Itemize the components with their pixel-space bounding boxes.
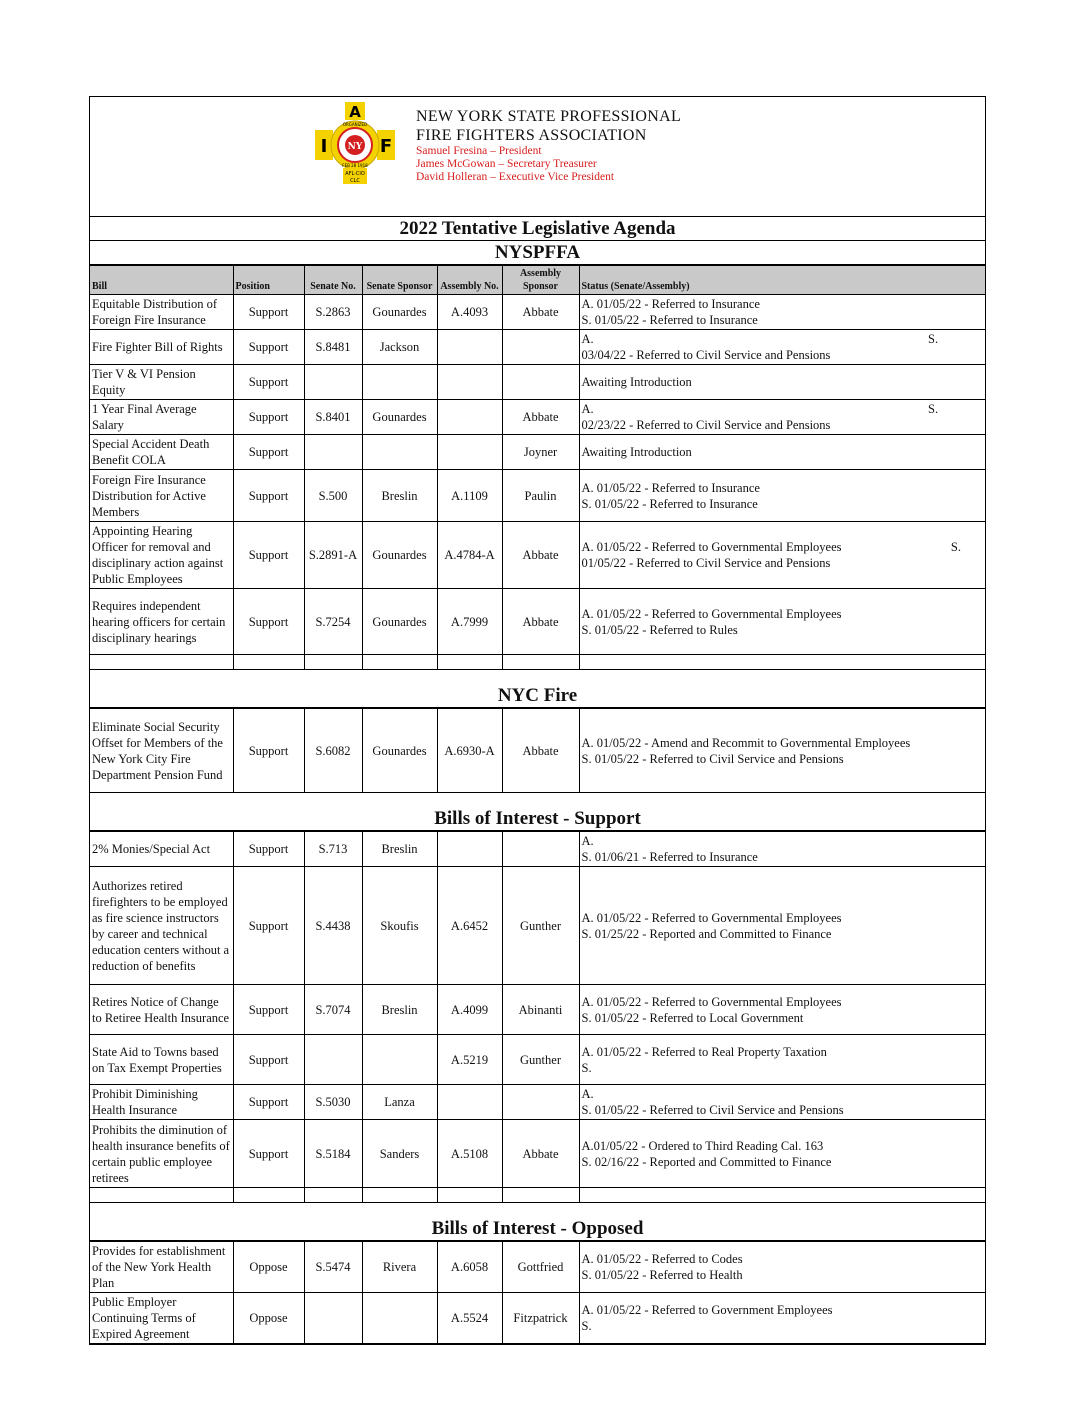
status-cell bbox=[579, 435, 985, 470]
empty-cell bbox=[437, 1188, 502, 1203]
status-line: S. 01/05/22 - Referred to Insurance bbox=[581, 313, 758, 327]
position-cell: Support bbox=[233, 867, 304, 985]
empty-cell bbox=[579, 655, 985, 670]
status-line: S. bbox=[581, 1060, 592, 1075]
officer-president: Samuel Fresina – President bbox=[416, 145, 542, 157]
assembly-sponsor-cell bbox=[502, 832, 579, 867]
assembly-no-cell bbox=[437, 1085, 502, 1120]
senate-sponsor-cell bbox=[362, 435, 437, 470]
position-cell: Support bbox=[233, 470, 304, 522]
status-cell bbox=[579, 985, 985, 1035]
senate-sponsor-cell: Jackson bbox=[362, 330, 437, 365]
status-line: A. bbox=[581, 834, 594, 848]
status-line: 01/05/22 - Referred to Civil Service and Pensions bbox=[581, 556, 831, 570]
status-line: S. 01/06/21 - Referred to Insurance bbox=[581, 850, 758, 864]
table-row bbox=[90, 1085, 985, 1120]
senate-no-cell: S.7254 bbox=[304, 589, 362, 655]
column-header-bill: Bill bbox=[90, 266, 233, 295]
org-name-line2: FIRE FIGHTERS ASSOCIATION bbox=[416, 127, 647, 144]
assembly-no-cell: A.6452 bbox=[437, 867, 502, 985]
senate-no-cell bbox=[304, 435, 362, 470]
position-cell: Support bbox=[233, 400, 304, 435]
table-row bbox=[90, 295, 985, 330]
assembly-sponsor-cell: Gunther bbox=[502, 1035, 579, 1085]
status-line: A. 01/05/22 - Referred to Government Employees bbox=[581, 1303, 833, 1317]
svg-text:CLC: CLC bbox=[350, 178, 360, 184]
senate-sponsor-cell: Sanders bbox=[362, 1120, 437, 1188]
status-cell bbox=[579, 365, 985, 400]
assembly-sponsor-cell: Abinanti bbox=[502, 985, 579, 1035]
senate-no-cell: S.713 bbox=[304, 832, 362, 867]
section-title: NYC Fire bbox=[90, 670, 985, 708]
status-line: A. S. bbox=[581, 402, 939, 416]
bill-cell: Retires Notice of Change to Retiree Health Insurance bbox=[90, 985, 233, 1035]
table-row bbox=[90, 1120, 985, 1188]
table-row bbox=[90, 589, 985, 655]
bill-cell: 2% Monies/Special Act bbox=[90, 832, 233, 867]
table-row bbox=[90, 1293, 985, 1344]
position-cell: Support bbox=[233, 709, 304, 793]
agenda-document bbox=[89, 96, 986, 1345]
assembly-no-cell: A.5108 bbox=[437, 1120, 502, 1188]
assembly-no-cell bbox=[437, 400, 502, 435]
bill-cell: Eliminate Social Security Offset for Members of the New York City Fire Department Pension Fund bbox=[90, 709, 233, 793]
senate-sponsor-cell: Skoufis bbox=[362, 867, 437, 985]
status-line: A. bbox=[581, 1087, 594, 1101]
bill-cell: Requires independent hearing officers for certain disciplinary hearings bbox=[90, 589, 233, 655]
empty-cell bbox=[362, 1188, 437, 1203]
status-line: A. S. bbox=[581, 332, 939, 346]
assembly-sponsor-cell: Abbate bbox=[502, 709, 579, 793]
senate-no-cell: S.2891-A bbox=[304, 522, 362, 589]
senate-sponsor-cell: Breslin bbox=[362, 470, 437, 522]
svg-text:FEB 28 1918: FEB 28 1918 bbox=[342, 163, 368, 168]
position-cell: Oppose bbox=[233, 1293, 304, 1344]
spacer-row bbox=[90, 655, 985, 670]
status-line: A. 01/05/22 - Referred to Governmental Employees bbox=[581, 606, 842, 621]
senate-no-cell: S.5474 bbox=[304, 1242, 362, 1293]
status-line: S. 01/05/22 - Referred to Insurance bbox=[581, 496, 758, 511]
svg-text:NY: NY bbox=[347, 142, 363, 152]
position-cell: Support bbox=[233, 1120, 304, 1188]
status-cell bbox=[579, 1085, 985, 1120]
assembly-no-cell: A.4099 bbox=[437, 985, 502, 1035]
status-cell bbox=[579, 1035, 985, 1085]
svg-text:ORGANIZED: ORGANIZED bbox=[342, 122, 368, 127]
assembly-sponsor-cell: Abbate bbox=[502, 1120, 579, 1188]
empty-cell bbox=[502, 655, 579, 670]
table-row bbox=[90, 1242, 985, 1293]
senate-no-cell bbox=[304, 1035, 362, 1085]
senate-sponsor-cell: Gounardes bbox=[362, 522, 437, 589]
bill-table bbox=[90, 831, 985, 1203]
column-header-senate-no: Senate No. bbox=[304, 266, 362, 295]
status-line: S. 01/05/22 - Referred to Local Government bbox=[581, 1010, 804, 1025]
assembly-no-cell bbox=[437, 832, 502, 867]
assembly-no-cell: A.7999 bbox=[437, 589, 502, 655]
status-cell bbox=[579, 832, 985, 867]
assembly-no-cell: A.4784-A bbox=[437, 522, 502, 589]
section-title: NYSPFFA bbox=[90, 241, 985, 265]
status-line: A.01/05/22 - Ordered to Third Reading Cal. 163 bbox=[581, 1138, 824, 1153]
assembly-no-cell bbox=[437, 330, 502, 365]
senate-no-cell bbox=[304, 1293, 362, 1344]
senate-no-cell: S.6082 bbox=[304, 709, 362, 793]
table-row bbox=[90, 365, 985, 400]
empty-cell bbox=[362, 655, 437, 670]
senate-no-cell bbox=[304, 365, 362, 400]
assembly-sponsor-cell bbox=[502, 365, 579, 400]
senate-sponsor-cell: Breslin bbox=[362, 985, 437, 1035]
table-row bbox=[90, 470, 985, 522]
svg-text:A: A bbox=[349, 103, 361, 121]
assembly-no-cell: A.5219 bbox=[437, 1035, 502, 1085]
empty-cell bbox=[304, 655, 362, 670]
status-cell bbox=[579, 1293, 985, 1344]
bill-table bbox=[90, 265, 985, 670]
empty-cell bbox=[233, 1188, 304, 1203]
senate-sponsor-cell: Lanza bbox=[362, 1085, 437, 1120]
status-line: S. 01/05/22 - Referred to Civil Service and Pensions bbox=[581, 751, 844, 766]
assembly-sponsor-cell: Abbate bbox=[502, 522, 579, 589]
status-cell bbox=[579, 589, 985, 655]
senate-sponsor-cell bbox=[362, 365, 437, 400]
status-cell bbox=[579, 1242, 985, 1293]
position-cell: Support bbox=[233, 330, 304, 365]
assembly-no-cell: A.6058 bbox=[437, 1242, 502, 1293]
bill-cell: Public Employer Continuing Terms of Expired Agreement bbox=[90, 1293, 233, 1344]
empty-cell bbox=[233, 655, 304, 670]
table-header-row bbox=[90, 266, 985, 295]
table-row bbox=[90, 1035, 985, 1085]
table-row bbox=[90, 709, 985, 793]
page-title: 2022 Tentative Legislative Agenda bbox=[90, 217, 985, 241]
empty-cell bbox=[579, 1188, 985, 1203]
status-line: 03/04/22 - Referred to Civil Service and Pensions bbox=[581, 348, 831, 362]
position-cell: Support bbox=[233, 522, 304, 589]
senate-no-cell: S.7074 bbox=[304, 985, 362, 1035]
empty-cell bbox=[304, 1188, 362, 1203]
senate-no-cell: S.5184 bbox=[304, 1120, 362, 1188]
bill-cell: Prohibits the diminution of health insurance benefits of certain public employee retirees bbox=[90, 1120, 233, 1188]
column-header-position: Position bbox=[233, 266, 304, 295]
position-cell: Support bbox=[233, 1035, 304, 1085]
empty-cell bbox=[90, 1188, 233, 1203]
table-row bbox=[90, 400, 985, 435]
letterhead bbox=[90, 97, 985, 217]
bill-cell: Appointing Hearing Officer for removal and disciplinary action against Public Employees bbox=[90, 522, 233, 589]
table-row bbox=[90, 330, 985, 365]
column-header-status: Status (Senate/Assembly) bbox=[579, 266, 985, 295]
section-title: Bills of Interest - Opposed bbox=[90, 1203, 985, 1241]
position-cell: Support bbox=[233, 1085, 304, 1120]
status-line: A. 01/05/22 - Referred to Insurance bbox=[581, 297, 760, 311]
senate-no-cell: S.4438 bbox=[304, 867, 362, 985]
bill-table bbox=[90, 708, 985, 793]
senate-no-cell: S.5030 bbox=[304, 1085, 362, 1120]
assembly-no-cell: A.6930-A bbox=[437, 709, 502, 793]
status-cell bbox=[579, 709, 985, 793]
senate-sponsor-cell bbox=[362, 1035, 437, 1085]
iaff-logo-icon bbox=[315, 102, 410, 187]
senate-no-cell: S.2863 bbox=[304, 295, 362, 330]
senate-sponsor-cell: Gounardes bbox=[362, 295, 437, 330]
status-cell bbox=[579, 470, 985, 522]
column-header-senate-sponsor: Senate Sponsor bbox=[362, 266, 437, 295]
assembly-no-cell: A.4093 bbox=[437, 295, 502, 330]
senate-sponsor-cell: Rivera bbox=[362, 1242, 437, 1293]
assembly-sponsor-cell bbox=[502, 330, 579, 365]
status-cell bbox=[579, 400, 985, 435]
column-header-assembly-sponsor: Assembly Sponsor bbox=[502, 266, 579, 295]
table-row bbox=[90, 985, 985, 1035]
bill-cell: Equitable Distribution of Foreign Fire Insurance bbox=[90, 295, 233, 330]
status-line: A. 01/05/22 - Referred to Real Property Taxation bbox=[581, 1044, 827, 1059]
position-cell: Oppose bbox=[233, 1242, 304, 1293]
bill-cell: Provides for establishment of the New York Health Plan bbox=[90, 1242, 233, 1293]
assembly-sponsor-cell: Gunther bbox=[502, 867, 579, 985]
bill-cell: Fire Fighter Bill of Rights bbox=[90, 330, 233, 365]
senate-no-cell: S.8401 bbox=[304, 400, 362, 435]
senate-sponsor-cell: Gounardes bbox=[362, 709, 437, 793]
empty-cell bbox=[437, 655, 502, 670]
assembly-sponsor-cell: Joyner bbox=[502, 435, 579, 470]
assembly-no-cell bbox=[437, 435, 502, 470]
assembly-no-cell bbox=[437, 365, 502, 400]
svg-text:I: I bbox=[320, 136, 328, 157]
empty-cell bbox=[90, 655, 233, 670]
section-title: Bills of Interest - Support bbox=[90, 793, 985, 831]
table-row bbox=[90, 832, 985, 867]
svg-text:AFL·CIO: AFL·CIO bbox=[345, 171, 365, 177]
assembly-no-cell: A.1109 bbox=[437, 470, 502, 522]
status-line: S. 02/16/22 - Reported and Committed to Finance bbox=[581, 1154, 832, 1169]
status-line: 02/23/22 - Referred to Civil Service and Pensions bbox=[581, 418, 831, 432]
empty-cell bbox=[502, 1188, 579, 1203]
status-line: A. 01/05/22 - Referred to Governmental Employees bbox=[581, 910, 842, 925]
table-row bbox=[90, 435, 985, 470]
assembly-sponsor-cell: Abbate bbox=[502, 589, 579, 655]
status-line: Awaiting Introduction bbox=[581, 375, 692, 389]
assembly-sponsor-cell: Paulin bbox=[502, 470, 579, 522]
status-line: S. 01/05/22 - Referred to Health bbox=[581, 1268, 743, 1282]
assembly-sponsor-cell: Abbate bbox=[502, 400, 579, 435]
bill-cell: Foreign Fire Insurance Distribution for Active Members bbox=[90, 470, 233, 522]
position-cell: Support bbox=[233, 832, 304, 867]
status-cell bbox=[579, 330, 985, 365]
svg-text:F: F bbox=[379, 136, 393, 157]
status-line: S. bbox=[581, 1319, 592, 1333]
senate-sponsor-cell: Gounardes bbox=[362, 400, 437, 435]
status-line: S. 01/05/22 - Referred to Civil Service and Pensions bbox=[581, 1103, 844, 1117]
position-cell: Support bbox=[233, 365, 304, 400]
position-cell: Support bbox=[233, 435, 304, 470]
senate-sponsor-cell bbox=[362, 1293, 437, 1344]
status-cell bbox=[579, 867, 985, 985]
status-line: S. 01/25/22 - Reported and Committed to Finance bbox=[581, 926, 832, 941]
status-line: A. 01/05/22 - Referred to Governmental Employees bbox=[581, 994, 842, 1009]
officer-evp: David Holleran – Executive Vice President bbox=[416, 171, 615, 183]
senate-sponsor-cell: Gounardes bbox=[362, 589, 437, 655]
bill-cell: Prohibit Diminishing Health Insurance bbox=[90, 1085, 233, 1120]
bill-table bbox=[90, 1241, 985, 1344]
position-cell: Support bbox=[233, 589, 304, 655]
bill-cell: Tier V & VI Pension Equity bbox=[90, 365, 233, 400]
assembly-sponsor-cell: Abbate bbox=[502, 295, 579, 330]
org-block bbox=[416, 107, 681, 184]
status-line: A. 01/05/22 - Amend and Recommit to Governmental Employees bbox=[581, 735, 911, 750]
table-row bbox=[90, 867, 985, 985]
spacer-row bbox=[90, 1188, 985, 1203]
assembly-sponsor-cell bbox=[502, 1085, 579, 1120]
senate-no-cell: S.500 bbox=[304, 470, 362, 522]
senate-sponsor-cell: Breslin bbox=[362, 832, 437, 867]
status-cell bbox=[579, 295, 985, 330]
assembly-no-cell: A.5524 bbox=[437, 1293, 502, 1344]
bill-cell: Authorizes retired firefighters to be employed as fire science instructors by career and technical education centers without a reduction of benefits bbox=[90, 867, 233, 985]
bill-cell: State Aid to Towns based on Tax Exempt Properties bbox=[90, 1035, 233, 1085]
position-cell: Support bbox=[233, 985, 304, 1035]
assembly-sponsor-cell: Fitzpatrick bbox=[502, 1293, 579, 1344]
officer-secretary: James McGowan – Secretary Treasurer bbox=[416, 158, 597, 170]
status-line: A. 01/05/22 - Referred to Insurance bbox=[581, 480, 760, 495]
status-line: A. 01/05/22 - Referred to Codes bbox=[581, 1252, 743, 1266]
bill-cell: Special Accident Death Benefit COLA bbox=[90, 435, 233, 470]
status-line: S. 01/05/22 - Referred to Rules bbox=[581, 622, 738, 637]
status-cell bbox=[579, 522, 985, 589]
bill-cell: 1 Year Final Average Salary bbox=[90, 400, 233, 435]
org-name-line1: NEW YORK STATE PROFESSIONAL bbox=[416, 108, 682, 125]
column-header-assembly-no: Assembly No. bbox=[437, 266, 502, 295]
agenda-tables bbox=[90, 241, 985, 1344]
status-line: A. 01/05/22 - Referred to Governmental Employees S. bbox=[581, 540, 961, 554]
table-row bbox=[90, 522, 985, 589]
senate-no-cell: S.8481 bbox=[304, 330, 362, 365]
status-line: Awaiting Introduction bbox=[581, 445, 692, 459]
assembly-sponsor-cell: Gottfried bbox=[502, 1242, 579, 1293]
position-cell: Support bbox=[233, 295, 304, 330]
status-cell bbox=[579, 1120, 985, 1188]
